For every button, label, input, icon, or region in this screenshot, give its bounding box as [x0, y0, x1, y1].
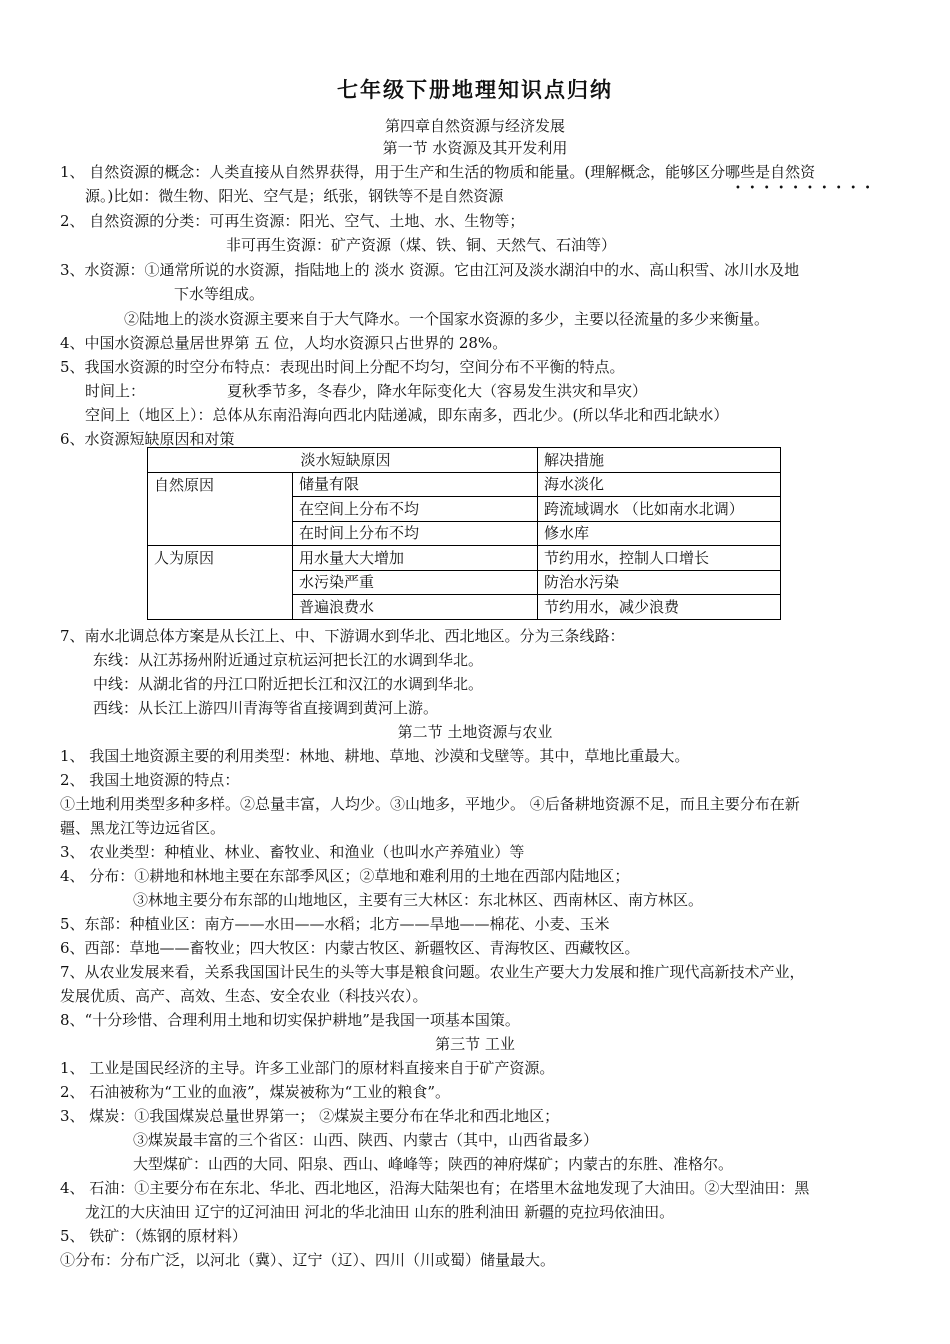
table-cell: 储量有限 — [293, 472, 538, 497]
item-1-line-a: 1、 自然资源的概念：人类直接从自然界获得，用于生产和生活的物质和能量。(理解概念，能够区分哪些是自然资 — [60, 163, 816, 181]
item-7-west-line: 西线：从长江上游四川青海等省直接调到黄河上游。 — [93, 699, 439, 717]
item-7: 7、南水北调总体方案是从长江上、中、下游调水到华北、西北地区。分为三条线路： — [60, 627, 625, 645]
s3-item-4-line-b: 龙江的大庆油田 辽宁的辽河油田 河北的华北油田 山东的胜利油田 新疆的克拉玛依油田。 — [85, 1203, 675, 1221]
item-3-line-c: ②陆地上的淡水资源主要来自于大气降水。一个国家水资源的多少，主要以径流量的多少来衡量。 — [124, 310, 770, 328]
table-cell: 节约用水，减少浪费 — [538, 595, 781, 620]
table-row — [148, 472, 781, 497]
item-1-line-b: 源。)比如：微生物、阳光、空气是；纸张，钢铁等不是自然资源 — [85, 187, 504, 205]
table-cell: 在空间上分布不均 — [293, 497, 538, 522]
table-cell: 普遍浪费水 — [293, 595, 538, 620]
item-7-middle-line: 中线：从湖北省的丹江口附近把长江和汉江的水调到华北。 — [93, 675, 484, 693]
table-cell: 修水库 — [538, 521, 781, 546]
s3-item-5-line-a: ①分布：分布广泛，以河北（冀）、辽宁（辽）、四川（川或蜀）储量最大。 — [60, 1251, 556, 1269]
s2-item-2: 2、 我国土地资源的特点： — [60, 771, 240, 789]
s2-item-5: 5、东部：种植业区：南方——水田——水稻；北方——旱地——棉花、小麦、玉米 — [60, 915, 610, 933]
item-5-time-label: 时间上： — [85, 382, 146, 400]
emphasis-dots: •••••••••• — [735, 183, 879, 194]
item-2-line-a: 2、 自然资源的分类：可再生资源：阳光、空气、土地、水、生物等； — [60, 212, 525, 230]
s2-item-2-line-b: 疆、黑龙江等边远省区。 — [60, 819, 226, 837]
s3-item-4-line-a: 4、 石油：①主要分布在东北、华北、西北地区，沿海大陆架也有；在塔里木盆地发现了大油田。②大型油田：黑 — [60, 1179, 810, 1197]
chapter-heading: 第四章自然资源与经济发展 — [384, 117, 565, 135]
table-header-cause: 淡水短缺原因 — [148, 448, 538, 473]
table-cell: 用水量大大增加 — [293, 546, 538, 571]
s2-item-2-line-a: ①土地利用类型多种多样。②总量丰富，人均少。③山地多，平地少。 ④后备耕地资源不足，而且主要分布在新 — [60, 795, 800, 813]
s3-item-2: 2、 石油被称为“工业的血液”，煤炭被称为“工业的粮食”。 — [60, 1083, 450, 1101]
section-1-heading: 第一节 水资源及其开发利用 — [382, 139, 568, 157]
item-7-east-line: 东线：从江苏扬州附近通过京杭运河把长江的水调到华北。 — [93, 651, 484, 669]
s3-item-1: 1、 工业是国民经济的主导。许多工业部门的原材料直接来自于矿产资源。 — [60, 1059, 555, 1077]
item-5-space: 空间上（地区上）：总体从东南沿海向西北内陆递减，即东南多，西北少。(所以华北和西北缺水） — [85, 406, 729, 424]
s3-item-3-line-b: ③煤炭最丰富的三个省区：山西、陕西、内蒙古（其中，山西省最多） — [133, 1131, 599, 1149]
item-2-line-b: 非可再生资源：矿产资源（煤、铁、铜、天然气、石油等） — [226, 236, 617, 254]
s2-item-7-line-b: 发展优质、高产、高效、生态、安全农业（科技兴农）。 — [60, 987, 428, 1005]
doc-title: 七年级下册地理知识点归纳 — [337, 77, 613, 102]
s2-item-1: 1、 我国土地资源主要的利用类型：林地、耕地、草地、沙漠和戈壁等。其中，草地比重最大。 — [60, 747, 690, 765]
s3-item-3-line-c: 大型煤矿：山西的大同、阳泉、西山、峰峰等；陕西的神府煤矿；内蒙古的东胜、准格尔。 — [133, 1155, 734, 1173]
s2-item-8: 8、“十分珍惜、合理利用土地和切实保护耕地”是我国一项基本国策。 — [60, 1011, 520, 1029]
item-6: 6、水资源短缺原因和对策 — [60, 430, 235, 448]
table-group-human: 人为原因 — [148, 546, 293, 620]
s3-item-5: 5、 铁矿：（炼钢的原材料） — [60, 1227, 247, 1245]
s2-item-4-line-b: ③林地主要分布东部的山地地区，主要有三大林区：东北林区、西南林区、南方林区。 — [133, 891, 704, 909]
table-cell: 海水淡化 — [538, 472, 781, 497]
section-2-heading: 第二节 土地资源与农业 — [397, 723, 553, 741]
table-cell: 节约用水，控制人口增长 — [538, 546, 781, 571]
item-3-line-b: 下水等组成。 — [174, 285, 265, 303]
item-4: 4、中国水资源总量居世界第 五 位，人均水资源只占世界的 28%。 — [60, 334, 508, 352]
table-row — [148, 546, 781, 571]
s2-item-6: 6、西部：草地——畜牧业；四大牧区：内蒙古牧区、新疆牧区、青海牧区、西藏牧区。 — [60, 939, 640, 957]
water-shortage-table — [147, 447, 781, 620]
s2-item-4-line-a: 4、 分布：①耕地和林地主要在东部季风区；②草地和难利用的土地在西部内陆地区； — [60, 867, 630, 885]
item-5-time-text: 夏秋季节多，冬春少，降水年际变化大（容易发生洪灾和旱灾） — [227, 382, 648, 400]
section-3-heading: 第三节 工业 — [435, 1035, 515, 1053]
table-header-measure: 解决措施 — [538, 448, 781, 473]
table-header-row — [148, 448, 781, 473]
table-cell: 跨流域调水 （比如南水北调） — [538, 497, 781, 522]
item-5: 5、我国水资源的时空分布特点：表现出时间上分配不均匀，空间分布不平衡的特点。 — [60, 358, 625, 376]
item-3-line-a: 3、水资源：①通常所说的水资源，指陆地上的 淡水 资源。它由江河及淡水湖泊中的水、高山积雪、冰川水及地 — [60, 261, 800, 279]
s2-item-3: 3、 农业类型：种植业、林业、畜牧业、和渔业（也叫水产养殖业）等 — [60, 843, 525, 861]
table-cell: 防治水污染 — [538, 570, 781, 595]
s3-item-3-line-a: 3、 煤炭：①我国煤炭总量世界第一； ②煤炭主要分布在华北和西北地区； — [60, 1107, 560, 1125]
table-cell: 在时间上分布不均 — [293, 521, 538, 546]
table-cell: 水污染严重 — [293, 570, 538, 595]
s2-item-7-line-a: 7、从农业发展来看，关系我国国计民生的头等大事是粮食问题。农业生产要大力发展和推广现代高新技术产业， — [60, 963, 805, 981]
table-group-natural: 自然原因 — [148, 472, 293, 546]
